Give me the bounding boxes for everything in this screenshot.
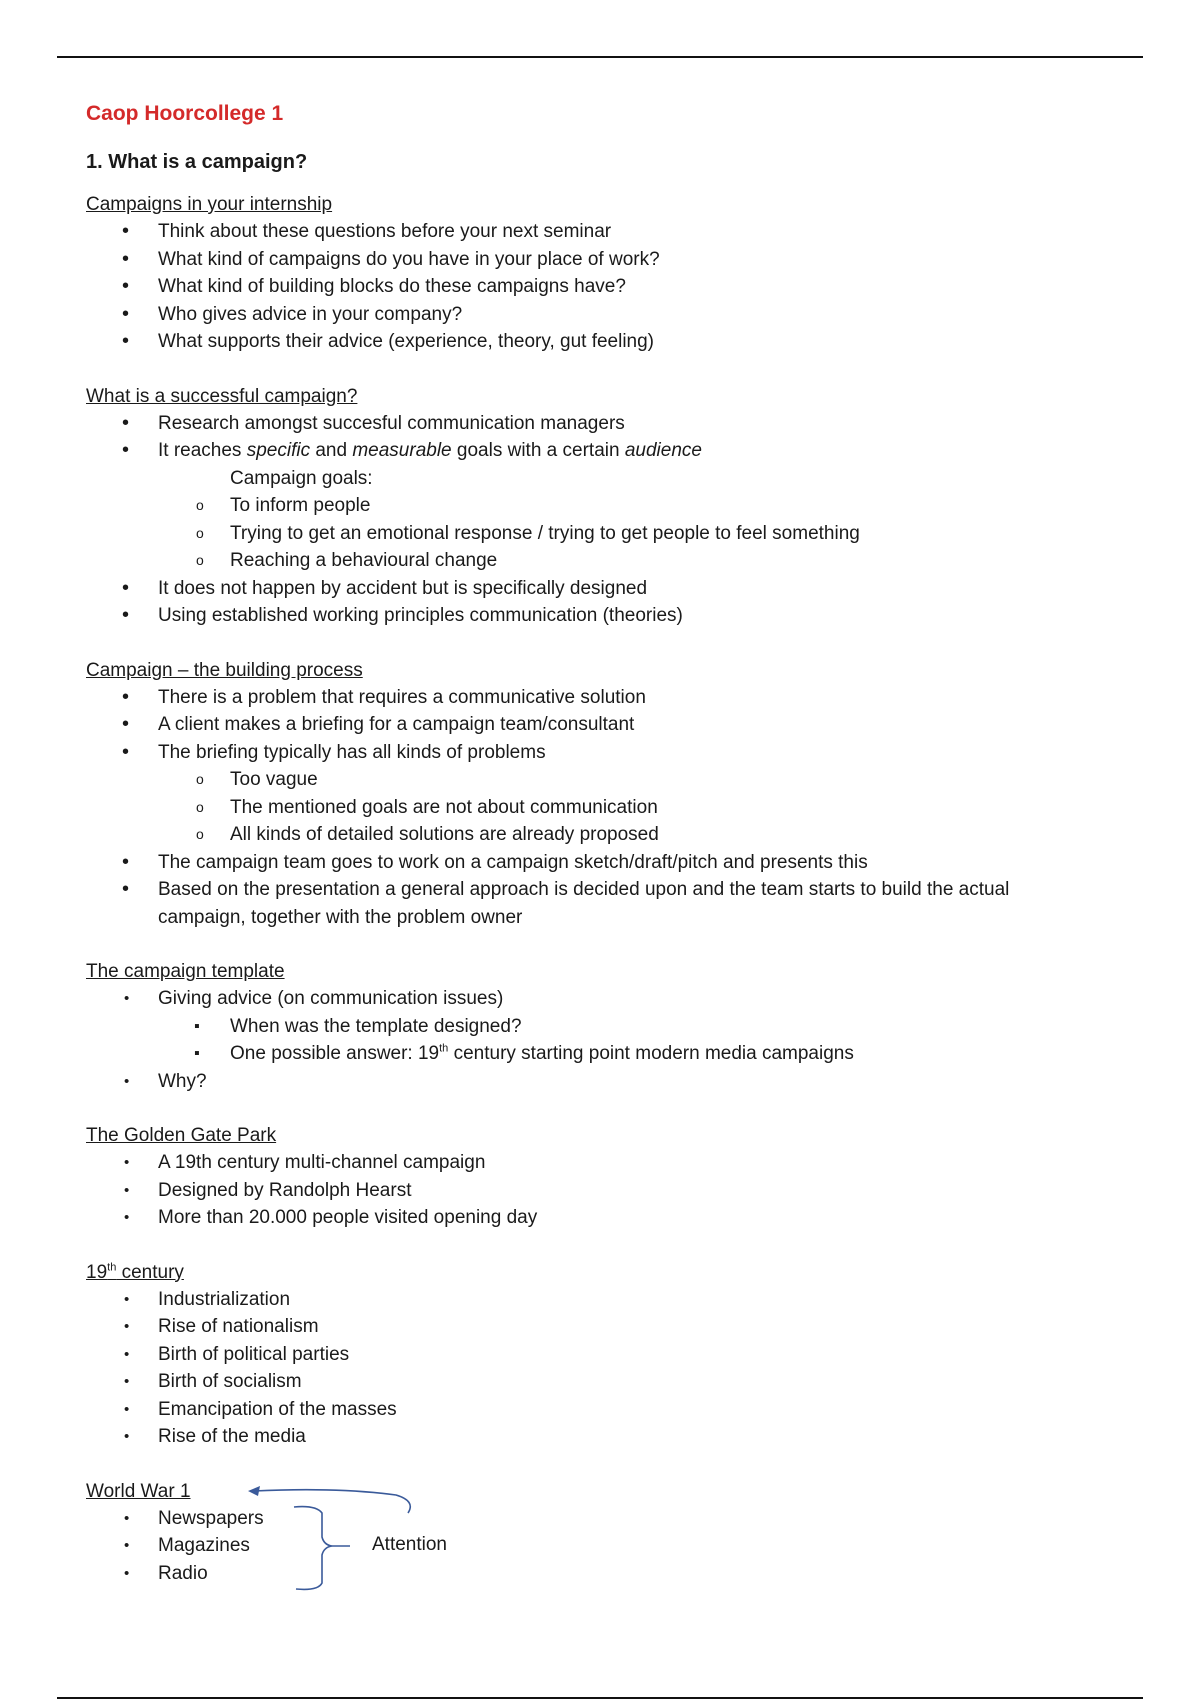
list-item: • A client makes a briefing for a campaign team/consultant (86, 711, 1086, 739)
list-item: • Rise of the media (86, 1423, 1086, 1451)
arrow-head-icon (248, 1486, 260, 1496)
internship-section (86, 192, 1086, 356)
header-rule (57, 56, 1143, 58)
list-item: • Emancipation of the masses (86, 1396, 1086, 1424)
list-item: • Why? (86, 1068, 1086, 1096)
list-item: • Who gives advice in your company? (86, 301, 1086, 329)
list-item: • Based on the presentation a general approach is decided upon and the team starts to build the actual campaign, together with the problem owner (86, 876, 1086, 931)
sub-list-item: o Too vague (86, 766, 1086, 794)
list-item: • Birth of political parties (86, 1341, 1086, 1369)
list-item: • The briefing typically has all kinds of problems (86, 739, 1086, 767)
golden-gate-heading: The Golden Gate Park (86, 1125, 277, 1146)
list-item: • Radio (86, 1560, 1086, 1588)
list-item: • Think about these questions before your next seminar (86, 218, 1086, 246)
list-item: • It does not happen by accident but is specifically designed (86, 575, 1086, 603)
attention-label: Attention (372, 1533, 447, 1555)
brace-icon (294, 1506, 332, 1589)
list-item: • More than 20.000 people visited opening day (86, 1204, 1086, 1232)
section-heading: 1. What is a campaign? (86, 151, 308, 173)
list-item: • Giving advice (on communication issues) (86, 985, 1086, 1013)
sub-list-item: o Reaching a behavioural change (86, 547, 1086, 575)
template-heading: The campaign template (86, 961, 285, 982)
list-item: • A 19th century multi-channel campaign (86, 1149, 1086, 1177)
list-item: • Using established working principles communication (theories) (86, 602, 1086, 630)
list-item: • Research amongst succesful communication managers (86, 410, 1086, 438)
world-war-heading: World War 1 (86, 1480, 191, 1502)
list-item: • Designed by Randolph Hearst (86, 1177, 1086, 1205)
century-heading: 19th century (86, 1261, 184, 1283)
list-item: • Industrialization (86, 1286, 1086, 1314)
sub-list-item: o Trying to get an emotional response / trying to get people to feel something (86, 520, 1086, 548)
list-item: • It reaches specific and measurable goals with a certain audience (86, 437, 1086, 465)
document-page (86, 100, 1086, 1587)
building-section (86, 658, 1086, 932)
building-heading: Campaign – the building process (86, 659, 363, 681)
list-item: • Birth of socialism (86, 1368, 1086, 1396)
sub-list-item: ▪ One possible answer: 19th century starting point modern media campaigns (86, 1040, 1086, 1068)
sub-list-item: ▪ When was the template designed? (86, 1013, 1086, 1041)
list-item: • What supports their advice (experience, theory, gut feeling) (86, 328, 1086, 356)
goals-label: Campaign goals: (230, 467, 373, 489)
list-item: • There is a problem that requires a communicative solution (86, 684, 1086, 712)
list-item: • The campaign team goes to work on a campaign sketch/draft/pitch and presents this (86, 849, 1086, 877)
footer-rule (57, 1697, 1143, 1699)
document-title: Caop Hoorcollege 1 (86, 102, 284, 125)
successful-heading: What is a successful campaign? (86, 385, 358, 407)
list-item: • Newspapers (86, 1505, 1086, 1533)
arrow-curve (254, 1489, 410, 1512)
sub-list-item: o The mentioned goals are not about communication (86, 794, 1086, 822)
template-section (86, 959, 1086, 1095)
successful-section (86, 384, 1086, 630)
list-item: • What kind of building blocks do these campaigns have? (86, 273, 1086, 301)
century-section (86, 1260, 1086, 1451)
list-item: • Magazines (86, 1532, 1086, 1560)
list-item: • What kind of campaigns do you have in your place of work? (86, 246, 1086, 274)
internship-heading: Campaigns in your internship (86, 194, 333, 215)
list-item: • Rise of nationalism (86, 1313, 1086, 1341)
world-war-section (86, 1479, 1086, 1588)
sub-list-item: o To inform people (86, 492, 1086, 520)
golden-gate-section (86, 1123, 1086, 1232)
sub-list-item: o All kinds of detailed solutions are already proposed (86, 821, 1086, 849)
